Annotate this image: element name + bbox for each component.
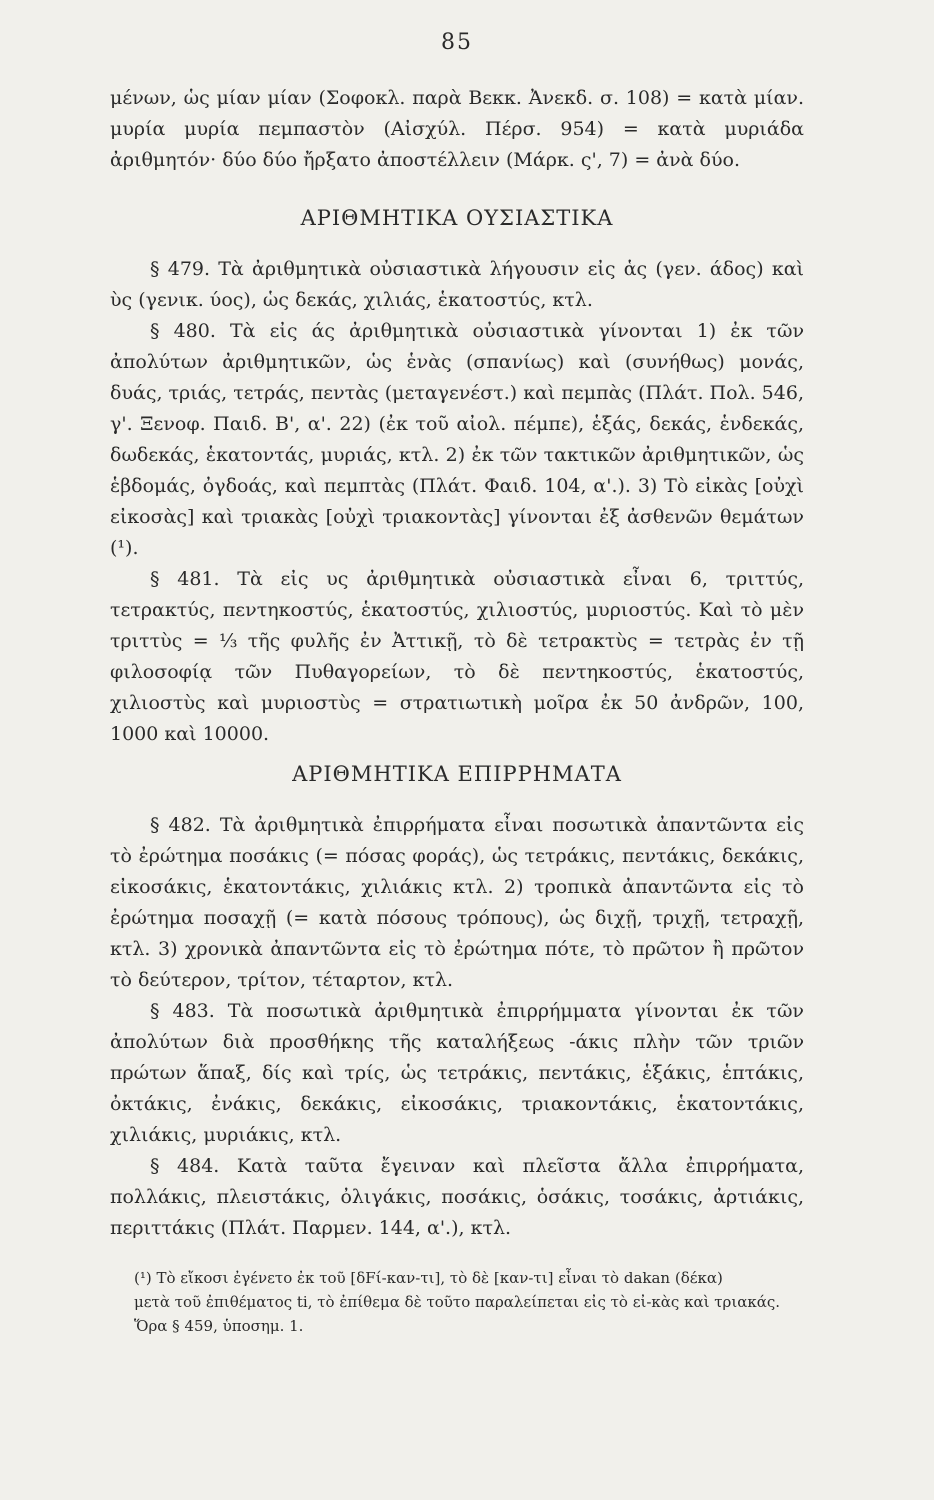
intro-paragraph: μένων, ὡς μίαν μίαν (Σοφοκλ. παρὰ Βεκκ. Ἀνεκδ. σ. 108) = κατὰ μίαν. μυρία μυρία πεμπαστὸν (Αἰσχύλ. Πέρσ. 954) = κατὰ μυριάδα ἀριθμητόν· δύο δύο ἤρξατο ἀποστέλλειν (Μάρκ. ς', 7) = ἀνὰ δύο.: [110, 87, 804, 171]
footnote-line-1: (¹) Τὸ εἴκοσι ἐγένετο ἐκ τοῦ [δFί-καν-τι], τὸ δὲ [καν-τι] εἶναι τὸ dakan (δέκα): [134, 1269, 723, 1287]
page-number: 85: [441, 30, 473, 55]
paragraph-484: § 484. Κατὰ ταῦτα ἔγειναν καὶ πλεῖστα ἄλλα ἐπιρρήματα, πολλάκις, πλειστάκις, ὀλιγάκις, ποσάκις, ὁσάκις, τοσάκις, ἀρτιάκις, περιττάκις (Πλάτ. Παρμεν. 144, α'.), κτλ.: [110, 1155, 804, 1239]
paragraph-479: § 479. Τὰ ἀριθμητικὰ οὐσιαστικὰ λήγουσιν εἰς ἁς (γεν. άδος) καὶ ὺς (γενικ. ύος), ὡς δεκάς, χιλιάς, ἑκατοστύς, κτλ.: [110, 258, 804, 311]
paragraph-482: § 482. Τὰ ἀριθμητικὰ ἐπιρρήματα εἶναι ποσωτικὰ ἀπαντῶντα εἰς τὸ ἐρώτημα ποσάκις (= πόσας φοράς), ὡς τετράκις, πεντάκις, δεκάκις, εἰκοσάκις, ἑκατοντάκις, χιλιάκις κτλ. 2) τροπικὰ ἀπαντῶντα εἰς τὸ ἐρώτημα ποσαχῇ (= κατὰ πόσους τρόπους), ὡς διχῇ, τριχῇ, τετραχῇ, κτλ. 3) χρονικὰ ἀπαντῶντα εἰς τὸ ἐρώτημα πότε, τὸ πρῶτον ἢ πρῶτον τὸ δεύτερον, τρίτον, τέταρτον, κτλ.: [110, 814, 804, 991]
footnote-line-2: μετὰ τοῦ ἐπιθέματος ti, τὸ ἐπίθεμα δὲ τοῦτο παραλείπεται εἰς τὸ εἰ-κὰς καὶ τριακάς.: [134, 1293, 781, 1311]
section-heading-arithmetic-nouns: ΑΡΙΘΜΗΤΙΚΑ ΟΥΣΙΑΣΤΙΚΑ: [300, 206, 614, 230]
section-heading-arithmetic-adverbs: ΑΡΙΘΜΗΤΙΚΑ ΕΠΙΡΡΗΜΑΤΑ: [292, 762, 622, 786]
footnote: [110, 1266, 804, 1338]
paragraph-481: § 481. Τὰ εἰς υς ἀριθμητικὰ οὐσιαστικὰ εἶναι 6, τριττύς, τετρακτύς, πεντηκοστύς, ἑκατοστύς, χιλιοστύς, μυριοστύς. Καὶ τὸ μὲν τριττὺς = ⅓ τῆς φυλῆς ἐν Ἀττικῇ, τὸ δὲ τετρακτὺς = τετρὰς ἐν τῇ φιλοσοφίᾳ τῶν Πυθαγορείων, τὸ δὲ πεντηκοστύς, ἑκατοστύς, χιλιοστὺς καὶ μυριοστὺς = στρατιωτικὴ μοῖρα ἐκ 50 ἀνδρῶν, 100, 1000 καὶ 10000.: [110, 568, 804, 745]
footnote-line-3: Ὅρα § 459, ὑποσημ. 1.: [134, 1317, 304, 1335]
paragraph-480: § 480. Τὰ εἰς άς ἀριθμητικὰ οὐσιαστικὰ γίνονται 1) ἐκ τῶν ἀπολύτων ἀριθμητικῶν, ὡς ἑνὰς (σπανίως) καὶ (συνήθως) μονάς, δυάς, τριάς, τετράς, πεντὰς (μεταγενέστ.) καὶ πεμπὰς (Πλάτ. Πολ. 546, γ'. Ξενοφ. Παιδ. Β', α'. 22) (ἐκ τοῦ αἰολ. πέμπε), ἑξάς, δεκάς, ἑνδεκάς, δωδεκάς, ἑκατοντάς, μυριάς, κτλ. 2) ἐκ τῶν τακτικῶν ἀριθμητικῶν, ὡς ἑβδομάς, ὀγδοάς, καὶ πεμπτὰς (Πλάτ. Φαιδ. 104, α'.). 3) Τὸ εἰκὰς [οὐχὶ εἰκοσὰς] καὶ τριακὰς [οὐχὶ τριακοντὰς] γίνονται ἐξ ἀσθενῶν θεμάτων (¹).: [110, 320, 804, 559]
paragraph-483: § 483. Τὰ ποσωτικὰ ἀριθμητικὰ ἐπιρρήμματα γίνονται ἐκ τῶν ἀπολύτων διὰ προσθήκης τῆς καταλήξεως -άκις πλὴν τῶν τριῶν πρώτων ἅπαξ, δίς καὶ τρίς, ὡς τετράκις, πεντάκις, ἑξάκις, ἑπτάκις, ὀκτάκις, ἐνάκις, δεκάκις, εἰκοσάκις, τριακοντάκις, ἑκατοντάκις, χιλιάκις, μυριάκις, κτλ.: [110, 1000, 804, 1146]
